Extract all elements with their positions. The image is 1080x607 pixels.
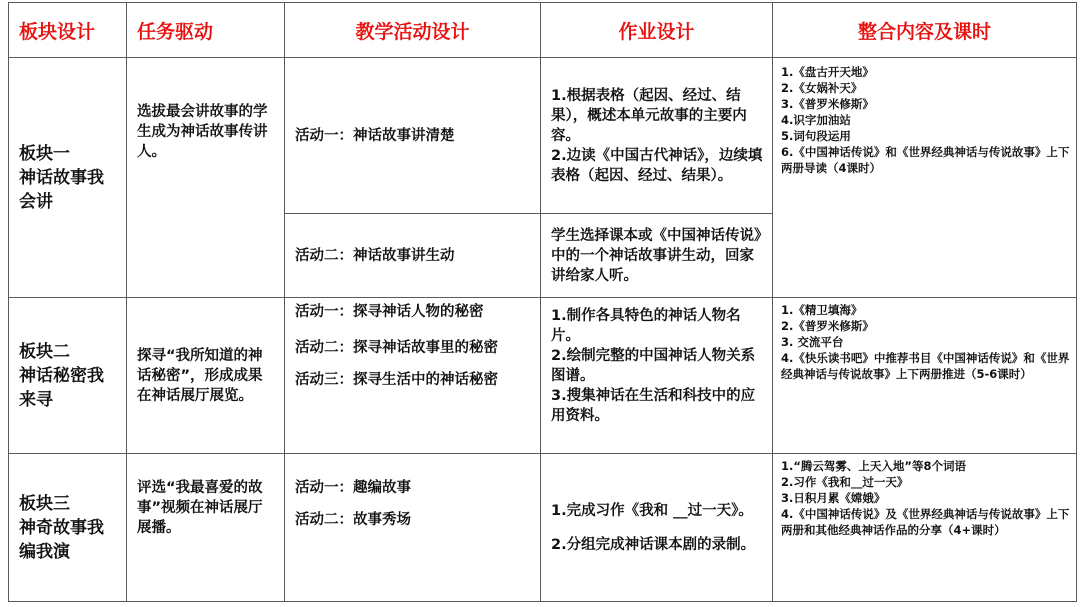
header-row bbox=[9, 3, 1077, 58]
block-one-activity-2: 活动二：神话故事讲生动 bbox=[285, 214, 541, 298]
block-two-row bbox=[9, 298, 1077, 454]
block-two-task: 探寻“我所知道的神话秘密”，形成成果在神话展厅展览。 bbox=[127, 298, 285, 454]
block-one-activity-1: 活动一：神话故事讲清楚 bbox=[285, 58, 541, 214]
block-three-name: 板块三 神奇故事我编我演 bbox=[9, 454, 127, 602]
header-activity: 教学活动设计 bbox=[285, 3, 541, 58]
block-one-row-a bbox=[9, 58, 1077, 214]
block-three-activities: 活动一：趣编故事 活动二：故事秀场 bbox=[285, 454, 541, 602]
block-two-homework: 1.制作各具特色的神话人物名片。 2.绘制完整的中国神话人物关系图谱。 3.搜集神话在生活和科技中的应用资料。 bbox=[541, 298, 773, 454]
unit-design-table bbox=[8, 2, 1077, 602]
block-one-content: 1.《盘古开天地》 2.《女娲补天》 3.《普罗米修斯》 4.识字加油站 5.词句段运用 6.《中国神话传说》和《世界经典神话与传说故事》上下两册导读（4课时） bbox=[773, 58, 1077, 298]
lesson-plan-page bbox=[8, 2, 1076, 601]
block-three-row bbox=[9, 454, 1077, 602]
block-one-homework-a: 1.根据表格（起因、经过、结果），概述本单元故事的主要内容。 2.边读《中国古代神话》，边续填表格（起因、经过、结果）。 bbox=[541, 58, 773, 214]
block-two-name: 板块二 神话秘密我来寻 bbox=[9, 298, 127, 454]
block-three-homework: 1.完成习作《我和 __过一天》。 2.分组完成神话课本剧的录制。 bbox=[541, 454, 773, 602]
header-content: 整合内容及课时 bbox=[773, 3, 1077, 58]
block-two-activities: 活动一：探寻神话人物的秘密 活动二：探寻神话故事里的秘密 活动三：探寻生活中的神话秘密 bbox=[285, 298, 541, 454]
block-one-homework-b: 学生选择课本或《中国神话传说》中的一个神话故事讲生动，回家讲给家人听。 bbox=[541, 214, 773, 298]
block-three-task: 评选“我最喜爱的故事”视频在神话展厅展播。 bbox=[127, 454, 285, 602]
block-two-content: 1.《精卫填海》 2.《普罗米修斯》 3. 交流平台 4.《快乐读书吧》中推荐书目《中国神话传说》和《世界经典神话与传说故事》上下两册推进（5-6课时） bbox=[773, 298, 1077, 454]
header-homework: 作业设计 bbox=[541, 3, 773, 58]
block-one-task: 选拔最会讲故事的学生成为神话故事传讲人。 bbox=[127, 58, 285, 298]
block-one-name: 板块一 神话故事我会讲 bbox=[9, 58, 127, 298]
header-block: 板块设计 bbox=[9, 3, 127, 58]
header-task: 任务驱动 bbox=[127, 3, 285, 58]
block-three-content: 1.“腾云驾雾、上天入地”等8个词语 2.习作《我和__过一天》 3.日积月累《嫦娥》 4.《中国神话传说》及《世界经典神话与传说故事》上下两册和其他经典神话作品的分享（4+课时） bbox=[773, 454, 1077, 602]
